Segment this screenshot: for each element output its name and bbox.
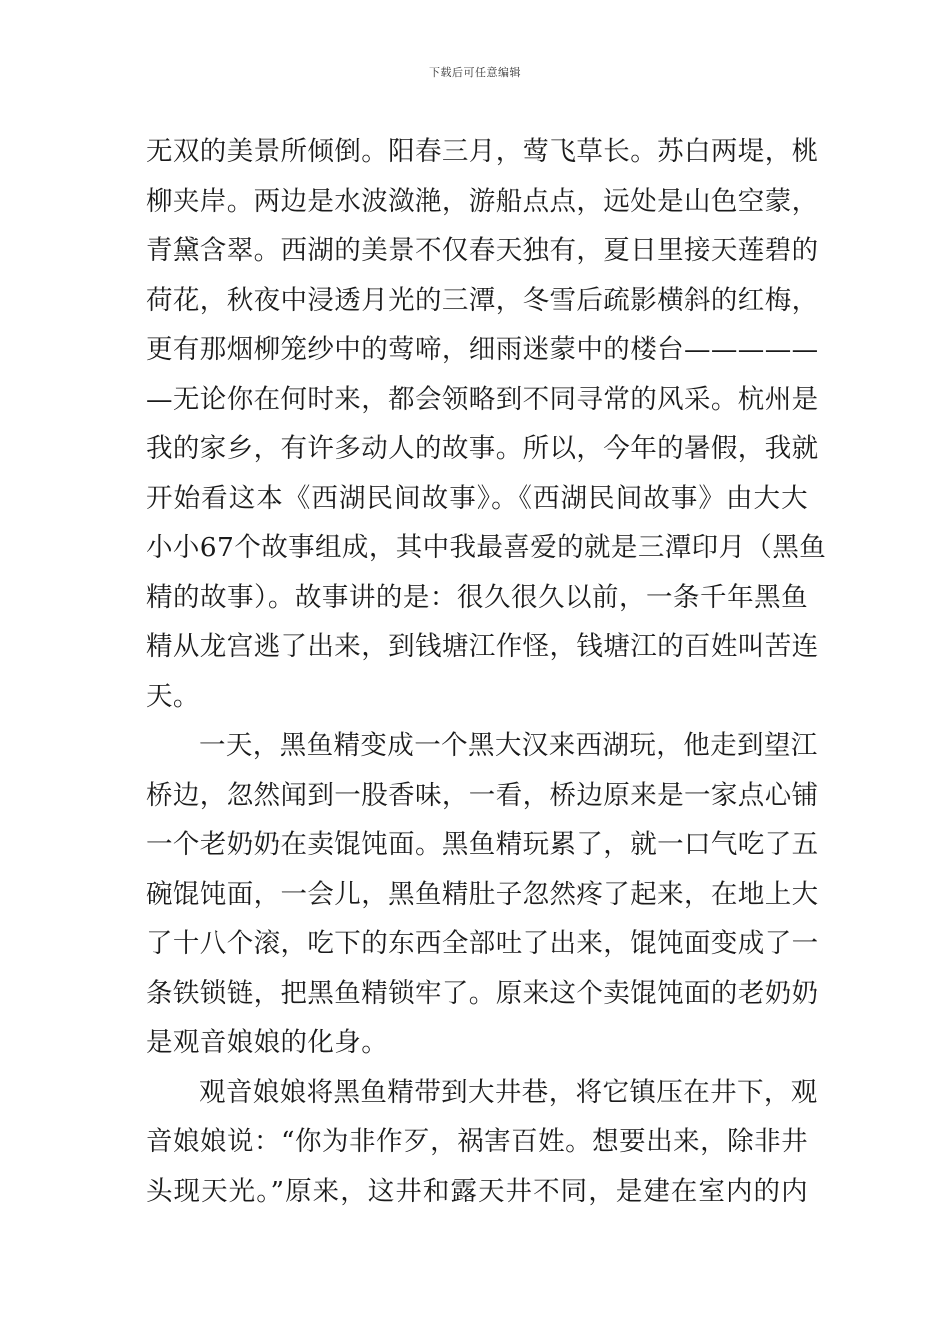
- text-line: 是观音娘娘的化身。: [146, 1027, 389, 1058]
- text-line: 音娘娘说：“你为非作歹，祸害百姓。想要出来，除非井: [146, 1126, 808, 1157]
- document-body: [146, 127, 827, 1216]
- text-line: 更有那烟柳笼纱中的莺啼，细雨迷蒙中的楼台—————: [146, 334, 819, 365]
- text-line: 条铁锁链，把黑鱼精锁牢了。原来这个卖馄饨面的老奶奶: [146, 977, 819, 1009]
- text-line: 头现天光。”原来，这井和露天井不同，是建在室内的内: [146, 1175, 808, 1207]
- text-line: 桥边，忽然闻到一股香味，一看，桥边原来是一家点心铺: [146, 779, 819, 811]
- paragraph: [146, 721, 819, 1068]
- text-line: 精从龙宫逃了出来，到钱塘江作怪，钱塘江的百姓叫苦连: [146, 631, 819, 662]
- text-line: 碗馄饨面，一会儿，黑鱼精肚子忽然疼了起来，在地上大: [146, 878, 819, 910]
- text-line: 青黛含翠。西湖的美景不仅春天独有，夏日里接天莲碧的: [146, 235, 819, 266]
- text-line: 我的家乡，有许多动人的故事。所以，今年的暑假，我就: [146, 433, 819, 464]
- text-line: —无论你在何时来，都会领略到不同寻常的风采。杭州是: [146, 383, 819, 415]
- text-line: 一天，黑鱼精变成一个黑大汉来西湖玩，他走到望江: [199, 730, 818, 761]
- text-line: 一个老奶奶在卖馄饨面。黑鱼精玩累了，就一口气吃了五: [146, 829, 819, 860]
- text-line: 观音娘娘将黑鱼精带到大井巷，将它镇压在井下，观: [199, 1076, 818, 1108]
- text-line: 了十八个滚，吃下的东西全部吐了出来，馄饨面变成了一: [146, 928, 819, 959]
- text-line: 柳夹岸。两边是水波潋滟，游船点点，远处是山色空蒙，: [146, 185, 819, 217]
- text-line: 无双的美景所倾倒。阳春三月，莺飞草长。苏白两堤，桃: [146, 136, 819, 167]
- page-header: 下载后可任意编辑: [429, 66, 521, 79]
- paragraph: [146, 1068, 818, 1217]
- text-line: 小小67个故事组成，其中我最喜爱的就是三潭印月（黑鱼: [146, 532, 827, 563]
- text-line: 精的故事）。故事讲的是：很久很久以前，一条千年黑鱼: [146, 581, 808, 613]
- text-line: 开始看这本《西湖民间故事》。《西湖民间故事》由大大: [146, 482, 808, 514]
- paragraph: [146, 127, 827, 721]
- text-line: 荷花，秋夜中浸透月光的三潭，冬雪后疏影横斜的红梅，: [146, 284, 819, 316]
- text-line: 天。: [146, 680, 200, 712]
